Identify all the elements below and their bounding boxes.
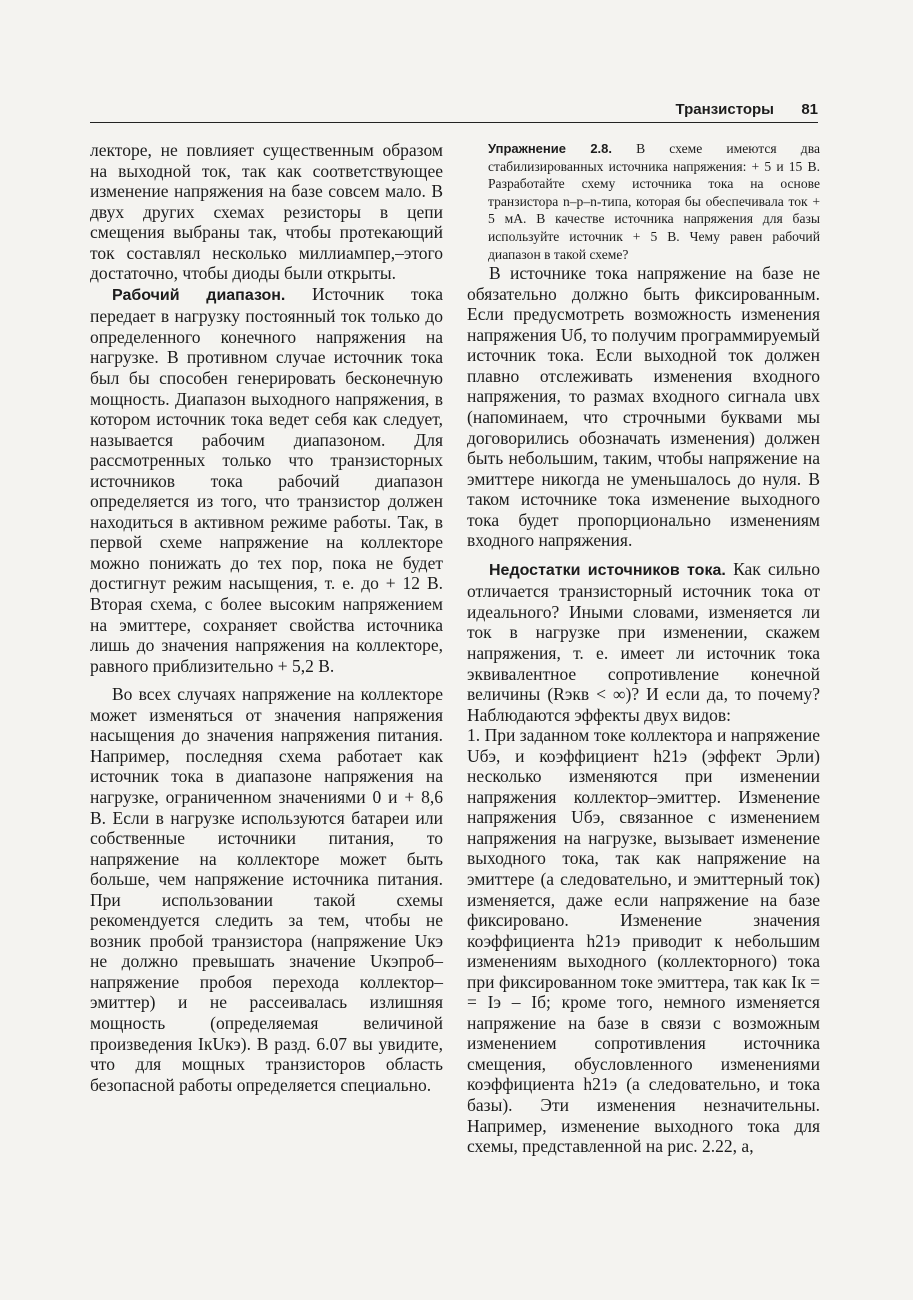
paragraph-collector-voltage: Во всех случаях напряжение на коллекторе может изменяться от значения напряжения насыщения до значения напряжения питания. Например, последняя схема работает как источник тока в диапазоне напряжения на нагрузке, ограниченном значениями 0 и + 8,6 В. Если в нагрузке используются батареи или собственные источники питания, то напряжение на коллекторе может быть больше, чем напряжение источника питания. При использовании такой схемы рекомендуется следить за тем, чтобы не возник пробой транзистора (напряжение Uкэ не должно превышать значение Uкэпроб–напряжение пробоя перехода коллектор–эмиттер) и не рассеивалась излишняя мощность (определяемая величиной произведения IкUкэ). В разд. 6.07 вы увидите, что для мощных транзисторов область безопасной работы определяется специально. xyxy=(90,684,443,1095)
paragraph-drawbacks xyxy=(467,559,820,725)
section-lead-drawbacks: Недостатки источников тока. xyxy=(489,561,726,579)
paragraph-text: Источник тока передает в нагрузку постоянный ток только до определенного конечного напряжения на нагрузке. В противном случае источник тока был бы способен генерировать бесконечную мощность. Диапазон выходного напряжения, в котором источник тока ведет себя как следует, называется рабочим диапазоном. Для рассмотренных только что транзисторных источников тока рабочий диапазон определяется из того, что транзистор должен находиться в активном режиме работы. Так, в первой схеме напряжение на коллекторе можно понижать до тех пор, пока не будет достигнут режим насыщения, т. е. до + 12 В. Вторая схема, с более высоким напряжением на эмиттере, сохраняет свойства источника лишь до значения напряжения на коллекторе, равного приблизительно + 5,2 В. xyxy=(90,283,444,676)
right-column xyxy=(467,140,820,1157)
chapter-title: Транзисторы xyxy=(675,101,774,118)
exercise-2-8 xyxy=(467,140,820,263)
exercise-lead: Упражнение 2.8. xyxy=(488,141,612,156)
running-header xyxy=(90,100,818,123)
paragraph-early-effect: 1. При заданном токе коллектора и напряжение Uбэ, и коэффициент h21э (эффект Эрли) несколько изменяются при изменении напряжения коллектор–эмиттер. Изменение напряжения Uбэ, связанное с изменением напряжения на нагрузке, вызывает изменение выходного тока, так как напряжение на эмиттере (а следовательно, и эмиттерный ток) изменяется, даже если напряжение на базе фиксировано. Изменение значения коэффициента h21э приводит к небольшим изменениям выходного (коллекторного) тока при фиксированном токе эмиттера, так как Iк = = Iэ – Iб; кроме того, немного изменяется напряжение на базе в связи с возможным изменением сопротивления источника смещения, обусловленного изменениями коэффициента h21э (а следовательно, и тока базы). Эти изменения незначительны. Например, изменение выходного тока для схемы, представленной на рис. 2.22, а, xyxy=(467,725,820,1157)
paragraph-working-range xyxy=(90,284,443,676)
page-number: 81 xyxy=(801,101,818,118)
section-lead-working-range: Рабочий диапазон. xyxy=(112,286,286,304)
exercise-text: В схеме имеются два стабилизированных источника напряжения: + 5 и 15 В. Разработайте схему источника тока на основе транзистора n–p–n-типа, которая бы обеспечивала ток + 5 мА. В качестве источника напряжения для базы используйте источник + 5 В. Чему равен рабочий диапазон в такой схеме? xyxy=(488,141,820,262)
paragraph-text: Как сильно отличается транзисторный источник тока от идеального? Иными словами, изменяется ли ток в нагрузке при изменении, скажем напряжения, т. е. имеет ли источник тока эквивалентное сопротивление конечной величины (Rэкв < ∞)? И если да, то почему? Наблюдаются эффекты двух видов: xyxy=(467,558,820,725)
paragraph-continued: лекторе, не повлияет существенным образом на выходной ток, так как соответствующее изменение напряжения на базе совсем мало. В двух других схемах резисторы в цепи смещения выбраны так, чтобы протекающий ток составлял несколько миллиампер,–этого достаточно, чтобы диоды были открыты. xyxy=(90,140,443,284)
paragraph-programmable-source: В источнике тока напряжение на базе не обязательно должно быть фиксированным. Если предусмотреть возможность изменения напряжения Uб, то получим программируемый источник тока. Если выходной ток должен плавно отслеживать изменения входного напряжения, то размах входного сигнала uвх (напоминаем, что строчными буквами мы договорились обозначать изменения) должен быть небольшим, таким, чтобы напряжение на эмиттере никогда не уменьшалось до нуля. В таком источнике тока изменение выходного тока будет пропорционально изменениям входного напряжения. xyxy=(467,263,820,551)
left-column xyxy=(90,140,443,1095)
